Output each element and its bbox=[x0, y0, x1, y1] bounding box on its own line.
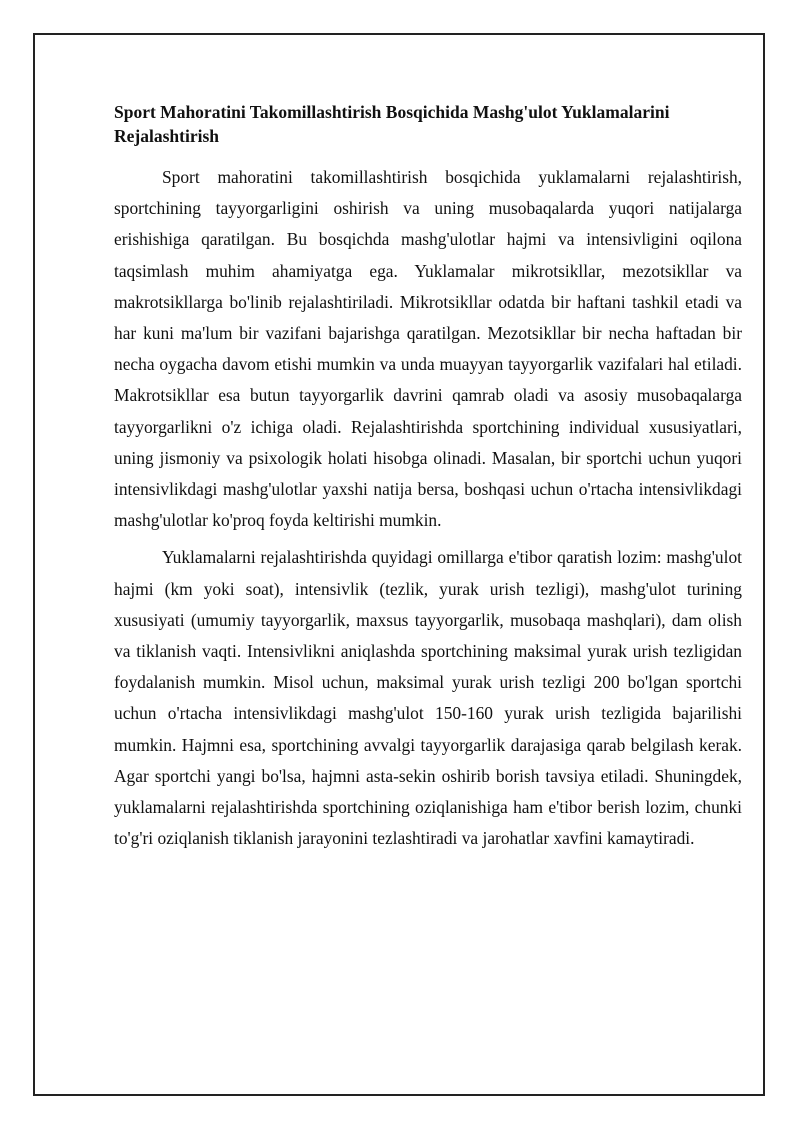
document-body bbox=[114, 100, 742, 860]
paragraph-1: Sport mahoratini takomillashtirish bosqichida yuklamalarni rejalashtirish, sportchining tayyorgarligini oshirish va uning musobaqalarda yuqori natijalarga erishishiga qaratilgan. Bu bosqichda mashg'ulotlar hajmi va intensivligini oqilona taqsimlash muhim ahamiyatga ega. Yuklamalar mikrotsikllar, mezotsikllar va makrotsikllarga bo'linib rejalashtiriladi. Mikrotsikllar odatda bir haftani tashkil etadi va har kuni ma'lum bir vazifani bajarishga qaratilgan. Mezotsikllar bir necha haftadan bir necha oygacha davom etishi mumkin va unda muayyan tayyorgarlik vazifalari hal etiladi. Makrotsikllar esa butun tayyorgarlik davrini qamrab oladi va asosiy musobaqalarga tayyorgarlikni o'z ichiga oladi. Rejalashtirishda sportchining individual xususiyatlari, uning jismoniy va psixologik holati hisobga olinadi. Masalan, bir sportchi uchun yuqori intensivlikdagi mashg'ulotlar yaxshi natija bersa, boshqasi uchun o'rtacha intensivlikdagi mashg'ulotlar ko'proq foyda keltirishi mumkin. bbox=[114, 167, 742, 531]
paragraph-2: Yuklamalarni rejalashtirishda quyidagi omillarga e'tibor qaratish lozim: mashg'ulot hajmi (km yoki soat), intensivlik (tezlik, yurak urish tezligi), mashg'ulot turining xususiyati (umumiy tayyorgarlik, maxsus tayyorgarlik, musobaqa mashqlari), dam olish va tiklanish vaqti. Intensivlikni aniqlashda sportchining maksimal yurak urish tezligidan foydalanish mumkin. Misol uchun, maksimal yurak urish tezligi 200 bo'lgan sportchi uchun o'rtacha intensivlikdagi mashg'ulot 150-160 yurak urish tezligida bajarilishi mumkin. Hajmni esa, sportchining avvalgi tayyorgarlik darajasiga qarab belgilash kerak. Agar sportchi yangi bo'lsa, hajmni asta-sekin oshirib borish tavsiya etiladi. Shuningdek, yuklamalarni rejalashtirishda sportchining oziqlanishiga ham e'tibor berish lozim, chunki to'g'ri oziqlanish tiklanish jarayonini tezlashtiradi va jarohatlar xavfini kamaytiradi. bbox=[114, 547, 742, 849]
document-title: Sport Mahoratini Takomillashtirish Bosqichida Mashg'ulot Yuklamalarini Rejalashtirish bbox=[114, 102, 670, 146]
